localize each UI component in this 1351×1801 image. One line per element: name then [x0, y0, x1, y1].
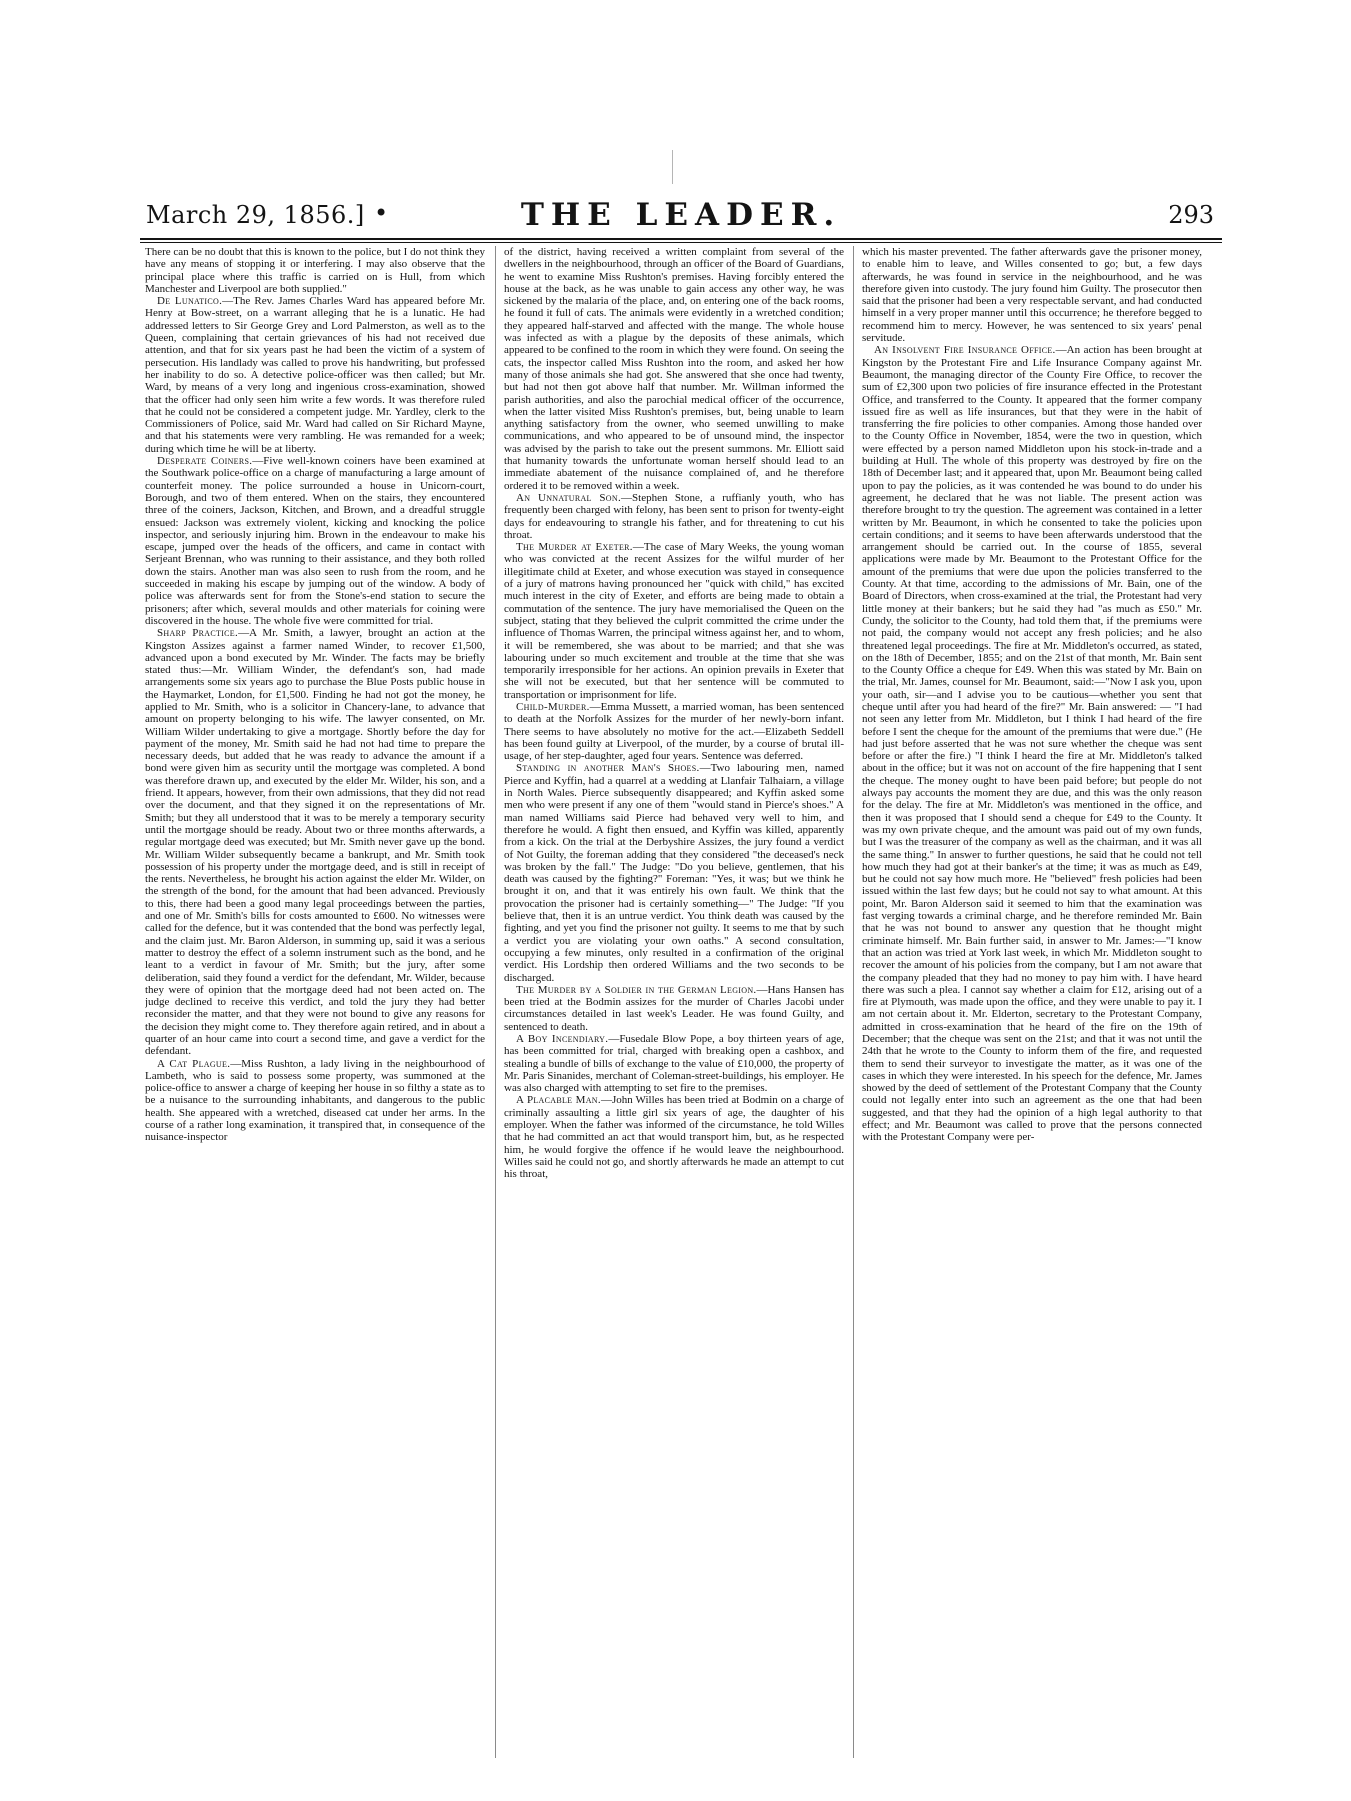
article-heading: The Murder by a Soldier in the German Legion.: [516, 983, 757, 996]
article-body: There can be no doubt that this is known to the police, but I do not think they have any means of stopping it or interfering. I may also observe that the principal place where this traffic is carried on is Hull, from which Manchester and Liverpool are both supplied.": [145, 246, 485, 295]
article-body: —Fusedale Blow Pope, a boy thirteen years of age, has been committed for trial, charged with breaking open a cashbox, and stealing a bundle of bills of exchange to the value of £10,000, the property of Mr. Paris Sinanides, merchant of Coleman-street-buildings, his employer. He was also charged with attempting to set fire to the premises.: [504, 1033, 844, 1095]
text-column-middle: [504, 246, 844, 1758]
article-paragraph: [504, 1033, 844, 1094]
article-paragraph: [145, 627, 485, 1057]
header-separator: •: [374, 199, 389, 227]
article-paragraph: [862, 344, 1202, 1143]
article-heading: Sharp Practice.: [157, 627, 239, 640]
article-paragraph: [504, 541, 844, 701]
article-paragraph: [504, 762, 844, 983]
masthead-title: THE LEADER.: [520, 197, 842, 233]
article-paragraph: [145, 455, 485, 627]
article-body: —An action has been brought at Kingston by the Protestant Fire and Life Insurance Company against Mr. Beaumont, the managing director of the County Fire Office, to recover the sum of £2,300 upon two policies of fire insurance effected in the Protestant Office, and transferred to the County. It appeared that the former company issued fire as well as life insurances, but that they were in the habit of transferring the fire policies to other companies. Among those handed over to the County Office in November, 1854, were the two in question, which were effected by a person named Middleton upon his stock-in-trade and a building at Hull. The whole of this property was destroyed by fire on the 18th of December last; and it appeared that, upon Mr. Beaumont being called upon to pay the policies, as it was contended he was bound to do under his agreement, he declared that he was not liable. The present action was therefore brought to try the question. The agreement was contained in a letter written by Mr. Beaumont, in which he consented to take the policies upon certain conditions; and it seems to have been afterwards understood that the arrangement should be carried out. In the course of 1855, several applications were made by Mr. Beaumont to the Protestant Office for the amount of the premiums that were due upon the policies transferred to the County. At that time, according to the admissions of Mr. Bain, one of the Board of Directors, when cross-examined at the trial, the Protestant had very little money at their bankers; but he said they had "as much as £50." Mr. Cundy, the solicitor to the County, had told them that, if the premiums were not paid, the company would not accept any fresh policies; and he also threatened legal proceedings. The fire at Mr. Middleton's occurred, as stated, on the 18th of December, 1855; and on the 21st of that month, Mr. Bain sent to the County Office a cheque for £49. When this was stated by Mr. Bain on the trial, Mr. James, counsel for Mr. Beaumont, said:—"Now I ask you, upon your oath, sir—and I advise you to be cautious—whether you sent that cheque until after you had heard of the fire?" Mr. Bain answered: — "I had not seen any letter from Mr. Middleton, but I think I had heard of the fire before I sent the cheque for the amount of the premiums that were due." (He had just before asserted that he was not sure whether the cheque was sent before or after the fire.) "I think I heard the fire at Mr. Middleton's talked about in the office; but it was not on account of the fire happening that I sent the cheque. The money ought to have been paid before; but people do not always pay accounts the moment they are due, and this was the only reason for the delay. The fire at Mr. Middleton's was mentioned in the office, and then it was proposed that I should send a cheque for £49 to the County. It was my own private cheque, and the amount was paid out of my own funds, but I was the treasurer of the company as well as the chairman, and it was all the same thing." In answer to further questions, he said that he could not tell how much they had got at their banker's at the time; it was as much as £49, but he could not say how much more. He "believed" fresh policies had been issued within the last few days; but he could not say to what amount. At this point, Mr. Baron Alderson said it seemed to him that the examination was fast verging towards a criminal charge, and he therefore reminded Mr. Bain that he was not bound to answer any question that he thought might criminate himself. Mr. Bain further said, in answer to Mr. James:—"I know that an action was tried at York last week, in which Mr. Middleton sought to recover the amount of his policies from the company, but I am not aware that the company pleaded that they had no money to pay him with. I have heard there was such a plea. I cannot say whether a claim for £12, arising out of a fire at Plymouth, was made upon the office, and they were unable to pay it. I am not certain about it. Mr. Elderton, secretary to the Protestant Company, admitted in cross-examination that he heard of the fire on the 19th of December; that the cheque was sent on the 21st; and that it was not until the 24th that he wrote to the County to inform them of the fire, and requested them to send their surveyor to investigate the matter, as it was one of the cases in which they were interested. In his speech for the defence, Mr. James showed by the deed of settlement of the Protestant Company that the County could not legally enter into such an agreement as the one that had been suggested, and that they had the opinion of a high legal authority to that effect; and Mr. Beaumont was called to prove that the persons connected with the Protestant Company were per-: [862, 344, 1202, 1144]
article-heading: A Placable Man.: [516, 1094, 601, 1107]
article-paragraph: [145, 295, 485, 455]
article-paragraph: [862, 246, 1202, 344]
column-divider: [853, 246, 854, 1758]
header-rule-thin: [140, 242, 1222, 243]
article-paragraph: [504, 1094, 844, 1180]
article-heading: An Unnatural Son.: [516, 491, 622, 504]
column-divider: [495, 246, 496, 1758]
page-number: 293: [1168, 201, 1214, 229]
article-body: —John Willes has been tried at Bodmin on a charge of criminally assaulting a little girl six years of age, the daughter of his employer. When the father was informed of the circumstance, he told Willes that he had committed an act that would transport him, but, as he respected him, he would forgive the offence if he would leave the neighbourhood. Willes said he could not go, and shortly afterwards he made an attempt to cut his throat,: [504, 1094, 844, 1181]
article-body: —Hans Hansen has been tried at the Bodmin assizes for the murder of Charles Jacobi under circumstances detailed in last week's Leader. He was found Guilty, and sentenced to death.: [504, 983, 844, 1033]
article-heading: A Cat Plague.: [157, 1057, 231, 1070]
article-paragraph: [504, 246, 844, 492]
article-heading: The Murder at Exeter.: [516, 541, 633, 554]
article-paragraph: [145, 246, 485, 295]
issue-date: March 29, 1856.]: [146, 201, 365, 229]
article-heading: An Insolvent Fire Insurance Office.: [874, 344, 1056, 357]
text-column-right: [862, 246, 1202, 1758]
page-header: [140, 197, 1222, 237]
article-paragraph: [504, 701, 844, 762]
header-rule-thick: [140, 238, 1222, 240]
margin-pencil-mark: [672, 150, 673, 184]
article-paragraph: [504, 492, 844, 541]
article-body: —Miss Rushton, a lady living in the neighbourhood of Lambeth, who is said to possess some property, was summoned at the police-office to answer a charge of keeping her house in so filthy a state as to be a nuisance to the surrounding inhabitants, and dangerous to the public health. She appeared with a wretched, diseased cat under her arms. In the course of a rather long examination, it transpired that, in consequence of the nuisance-inspector: [145, 1057, 485, 1144]
article-paragraph: [504, 984, 844, 1033]
text-column-left: [145, 246, 485, 1758]
article-heading: Standing in another Man's Shoes.: [516, 762, 700, 775]
article-body: —A Mr. Smith, a lawyer, brought an action at the Kingston Assizes against a farmer named Winder, to recover £1,500, advanced upon a bond executed by Mr. Winder. The facts may be briefly stated thus:—Mr. William Winder, the defendant's son, had made arrangements some six years ago to purchase the Blue Posts public house in the Haymarket, London, for £1,500. Finding he had not got the money, he applied to Mr. Smith, who is a solicitor in Chancery-lane, to advance that amount on property belonging to his wife. The lawyer consented, on Mr. William Wilder undertaking to give a mortgage. Shortly before the day for payment of the money, Mr. Smith said he had not had time to prepare the necessary deeds, but added that he was ready to advance the amount if a bond were given him as security until the mortgage was completed. A bond was therefore drawn up, and executed by the elder Mr. Wilder, his son, and a friend. It appears, however, from their own admissions, that they did not read over the document, and that they signed it on the representations of Mr. Smith; but they all understood that it was to be merely a temporary security until the mortgage should be ready. About two or three months afterwards, a regular mortgage deed was executed; but Mr. Smith never gave up the bond. Mr. William Wilder subsequently became a bankrupt, and Mr. Smith took possession of his property under the mortgage deed, and is still in receipt of the rents. Nevertheless, he brought his action against the elder Mr. Wilder, on the strength of the bond, for the amount that had been advanced. Previously to this, there had been a good many legal proceedings between the parties, and one of Mr. Smith's bills for costs amounted to £600. No witnesses were called for the defence, but it was contended that the bond was perfectly legal, and the claim just. Mr. Baron Alderson, in summing up, said it was a serious matter to destroy the effect of a solemn instrument such as the bond, and he leant to a verdict in favour of Mr. Smith; but the jury, after some deliberation, said they found a verdict for the defendant, Mr. Wilder, because they were of opinion that the mortgage deed had not been acted on. The judge declined to receive this verdict, and told the jury they had better reconsider the matter, and that they were not bound to give any reasons for the decision they might come to. They therefore again retired, and in about a quarter of an hour came into court a second time, and gave a verdict for the defendant.: [145, 627, 485, 1058]
article-body: —Five well-known coiners have been examined at the Southwark police-office on a charge of manufacturing a large amount of counterfeit money. The police surrounded a house in Unicorn-court, Borough, and two of them entered. When on the stairs, they encountered three of the coiners, Jackson, Kitchen, and Brown, and a dreadful struggle ensued: Jackson was extremely violent, kicking and knocking the police inspector, and seriously injuring him. Brown in the endeavour to make his escape, jumped over the heads of the officers, and came in contact with Serjeant Brennan, who was running to their assistance, and they both rolled down the stairs. Another man was also seen to rush from the room, and he succeeded in making his escape by jumping out of the window. A body of police was afterwards sent for from the Stone's-end station to secure the prisoners; after which, several moulds and other materials for coining were discovered in the house. The whole five were committed for trial.: [145, 455, 485, 627]
article-body: —Two labouring men, named Pierce and Kyffin, had a quarrel at a wedding at Llanfair Talhaiarn, a village in North Wales. Pierce subsequently disappeared; and Kyffin asked some men who were present if any one of them "would stand in Pierce's shoes." A man named Williams said Pierce had behaved very well to him, and therefore he would. A fight then ensued, and Kyffin was killed, apparently from a kick. On the trial at the Derbyshire Assizes, the jury found a verdict of Not Guilty, the foreman adding that they considered "the deceased's neck was broken by the fall." The Judge: "Do you believe, gentlemen, that his death was caused by the fighting?" Foreman: "Yes, it was; but we think he brought it on, and that it was entirely his own fault. We think that the provocation the prisoner had is certainly something—" The Judge: "If you believe that, then it is an untrue verdict. You think death was caused by the fighting, and yet you find the prisoner not guilty. It seems to me that by such a verdict you are violating your own oaths." A second consultation, occupying a few minutes, only resulted in a confirmation of the original verdict. His Lordship then ordered Williams and the two seconds to be discharged.: [504, 762, 844, 984]
article-body: —The case of Mary Weeks, the young woman who was convicted at the recent Assizes for the wilful murder of her illegitimate child at Exeter, and whose execution was stayed in consequence of a jury of matrons having pronounced her "quick with child," has excited much interest in the city of Exeter, and efforts are being made to obtain a commutation of the sentence. The jury have memorialised the Queen on the subject, stating that they believed the culprit committed the crime under the influence of Thomas Warren, the principal witness against her, and to whom, it will be remembered, she was about to be married; and that she was labouring under so much excitement and trouble at the time that she was temporarily irresponsible for her actions. An opinion prevails in Exeter that she will not be executed, but that her sentence will be commuted to transportation or imprisonment for life.: [504, 541, 844, 701]
article-paragraph: [145, 1058, 485, 1144]
article-heading: Child-Murder.: [516, 700, 590, 713]
article-body: which his master prevented. The father afterwards gave the prisoner money, to enable him to leave, and Willes consented to go; but, a few days afterwards, he was found in service in the neighbourhood, and he was therefore given into custody. The jury found him Guilty. The prosecutor then said that the prisoner had been a very respectable servant, and had conducted himself in a very proper manner until this occurrence; he therefore begged to recommend him to mercy. However, he was sentenced to six years' penal servitude.: [862, 246, 1202, 345]
article-body: —Stephen Stone, a ruffianly youth, who has frequently been charged with felony, has been sent to prison for twenty-eight days for endeavouring to strangle his father, and for threatening to cut his throat.: [504, 491, 844, 541]
article-heading: De Lunatico.: [157, 295, 223, 308]
article-body: —The Rev. James Charles Ward has appeared before Mr. Henry at Bow-street, on a warrant alleging that he is a lunatic. He had addressed letters to Sir George Grey and Lord Palmerston, as well as to the Queen, complaining that certain grievances of his had not received due attention, and that for six years past he had been the victim of a system of persecution. His landlady was called to prove his handwriting, but professed her inability to do so. A detective police-officer was then called; but Mr. Ward, by means of a very long and ingenious cross-examination, showed that the officer had only seen him write a few words. It was therefore ruled that he could not be considered a competent judge. Mr. Yardley, clerk to the Commissioners of Police, said Mr. Ward had called on Sir Richard Mayne, and that his statements were very rambling. He was remanded for a week; during which time he will be at liberty.: [145, 295, 485, 455]
article-body: —Emma Mussett, a married woman, has been sentenced to death at the Norfolk Assizes for the murder of her newly-born infant. There seems to have absolutely no motive for the act.—Elizabeth Seddell has been found guilty at Liverpool, of the murder, by a course of brutal ill-usage, of her step-daughter, aged four years. Sentence was deferred.: [504, 700, 844, 763]
article-heading: A Boy Incendiary.: [516, 1033, 609, 1045]
article-body: of the district, having received a written complaint from several of the dwellers in the neighbourhood, through an officer of the Board of Guardians, he went to examine Miss Rushton's premises. Having forcibly entered the house at the back, as he was unable to gain access any other way, he was sickened by the malaria of the place, and, on entering one of the back rooms, he found it full of cats. The animals were evidently in a wretched condition; they appeared half-starved and affected with the mange. The whole house was infected as with a plague by the deposits of these animals, which appeared to be confined to the room in which they were found. On seeing the cats, the inspector called Miss Rushton into the room, and asked her how many of those animals she had got. She answered that she once had twenty, but had not then got above half that number. Mr. Willman informed the parish authorities, and also the parochial medical officer of the occurrence, when the latter visited Miss Rushton's premises, but, being unable to learn anything satisfactory from the owner, who seemed unwilling to make communications, and who appeared to be of unsound mind, the inspector was advised by the parish to take out the present summons. Mr. Elliott said that humanity towards the unfortunate woman herself should lead to an immediate abatement of the nuisance complained of, and he therefore ordered it to be removed within a week.: [504, 246, 844, 492]
article-heading: Desperate Coiners.: [157, 455, 253, 468]
